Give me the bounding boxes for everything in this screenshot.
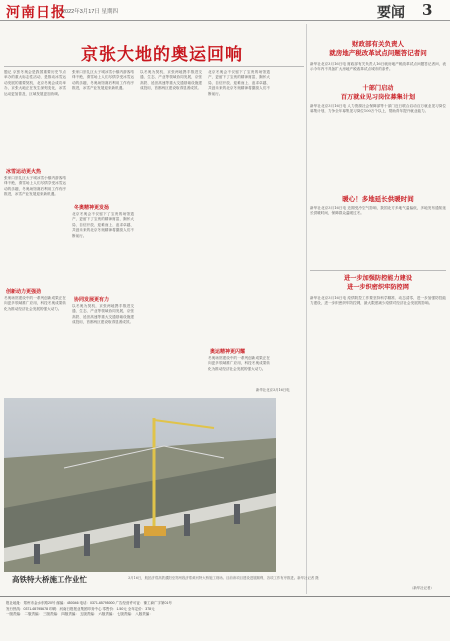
article-column-2c: 以冬奥为契机，京张两地携手推进交通、生态、产业等领域协同发展，京张高铁、延崇高速等重大交通基础设施建成投用，首都两区建设取得显著成效。 [72, 304, 134, 325]
main-headline: 京张大地的奥运回响 [81, 45, 243, 65]
photo-illustration [4, 398, 276, 572]
main-article-byline: 新华社北京3月16日电 [256, 388, 290, 392]
article-column-4: 北京冬奥会不仅留下了宝贵的场馆遗产，更留下了宝贵的精神财富，胸怀大局、自信开放、迎难而上、追求卓越、共创未来的北京冬奥精神将激励人们不断前行。 [208, 70, 270, 96]
heating-headline: 暖心！多地延长供暖时间 [342, 195, 414, 203]
footer-line-2: 发行热线：0371-65795678 印刷：河南日报报业集团印务中心 零售价：1.50元 全年定价：378元 [6, 606, 155, 611]
epidemic-headline: 进一步加强防控能力建设 进一步织密织牢防控网 [343, 275, 413, 291]
finance-headline: 财政部有关负责人 就房地产税改革试点问题答记者问 [329, 40, 427, 57]
headline-rule [4, 66, 304, 67]
finance-article-body: 新华社北京3月16日电 财政部有关负责人16日就房地产税改革试点问题答记者问，表示今年内不具备扩大房地产税改革试点城市的条件。 [310, 62, 446, 72]
footer [0, 596, 450, 641]
section-title: 要闻 [377, 5, 405, 21]
heating-article-body: 新华社北京3月16日电 近期受冷空气影响，我国北方多地气温偏低，多地发布通知延长供暖时间，保障群众温暖过冬。 [310, 206, 446, 216]
article-column-2b: 北京冬奥会不仅留下了宝贵的场馆遗产，更留下了宝贵的精神财富，胸怀大局、自信开放、迎难而上、追求卓越、共创未来的北京冬奥精神将激励人们不断前行。 [72, 212, 134, 238]
article-column-2: 张家口崇礼区太子城冰雪小镇内游客络绎不绝，滑雪场上人们尽情享受冰雪运动的乐趣，冬奥场馆赛后利用工作有序推进，冰雪产业发展迎来新机遇。 [72, 70, 134, 91]
article-column-3: 以冬奥为契机，京张两地携手推进交通、生态、产业等领域协同发展，京张高铁、延崇高速等重大交通基础设施建成投用，首都两区建设取得显著成效。 [140, 70, 202, 91]
column-divider [306, 24, 307, 594]
employment-headline: 十部门启动 百万就业见习岗位募集计划 [340, 85, 416, 101]
issue-date: 2022年3月17日 星期四 [62, 9, 118, 15]
footer-line-1: 报社地址：郑州市金水东路20号 邮编：450046 电话：0371-65795000 广告经营许可证：豫工商广字第01号 [6, 601, 172, 605]
page-number: 3 [422, 1, 433, 19]
subhead-1: 冰雪运动更火热 [6, 169, 42, 175]
footer-line-3: 一版责编： 二版责编： 三版责编： 四版责编： 五版责编： 六版责编： 七版责编： 八版责编： [6, 612, 153, 617]
epidemic-article-body: 新华社北京3月16日电 疫情防控工作要坚持科学精准、动态清零，进一步加强防控能力建设，进一步织密织牢防控网，最大限度减少疫情对经济社会发展的影响。 [310, 296, 446, 306]
subhead-3: 协同发展更有力 [74, 297, 110, 303]
bridge-construction-photo [4, 398, 276, 572]
subhead-5: 创新动力更强劲 [6, 289, 42, 295]
article-column-1c: 冬奥场馆建设中的一系列创新成果正在向更多领域推广应用，科技冬奥成果转化为推动经济社会发展的强大动力。 [4, 296, 66, 311]
subhead-4: 奥运精神更闪耀 [210, 349, 246, 355]
subhead-2: 冬奥精神更发扬 [74, 205, 110, 211]
photo-note: 3月16日，航拍济郑高铁濮阳至郑州段济郑黄河特大桥施工现场。目前该项目建设进展顺利，各项工作有序推进。新华社记者 摄 [128, 576, 319, 580]
newspaper-logo: 河南日报 [6, 5, 66, 21]
photo-caption: 高铁特大桥施工作业忙 [12, 575, 87, 584]
section-rule [310, 270, 446, 271]
epidemic-article-note: （新华社记者） [410, 586, 434, 590]
article-column-1: 题记 京张冬奥会是我国重要历史节点举办的重大标志性活动，是推动冰雪运动发展的重要契机，北京冬奥会成功举办，京张大地正在发生深刻变化，冰雪运动更加普及，区域发展更加协调。 [4, 70, 66, 96]
article-column-4b: 冬奥场馆建设中的一系列创新成果正在向更多领域推广应用，科技冬奥成果转化为推动经济社会发展的强大动力。 [208, 356, 270, 371]
article-column-1b: 张家口崇礼区太子城冰雪小镇内游客络绎不绝，滑雪场上人们尽情享受冰雪运动的乐趣，冬奥场馆赛后利用工作有序推进，冰雪产业发展迎来新机遇。 [4, 176, 66, 197]
employment-article-body: 新华社北京3月16日电 人力资源社会保障部等十部门近日联合启动百万就业见习岗位募集计划，力争全年募集见习岗位100万个以上，帮助青年提升就业能力。 [310, 104, 446, 114]
